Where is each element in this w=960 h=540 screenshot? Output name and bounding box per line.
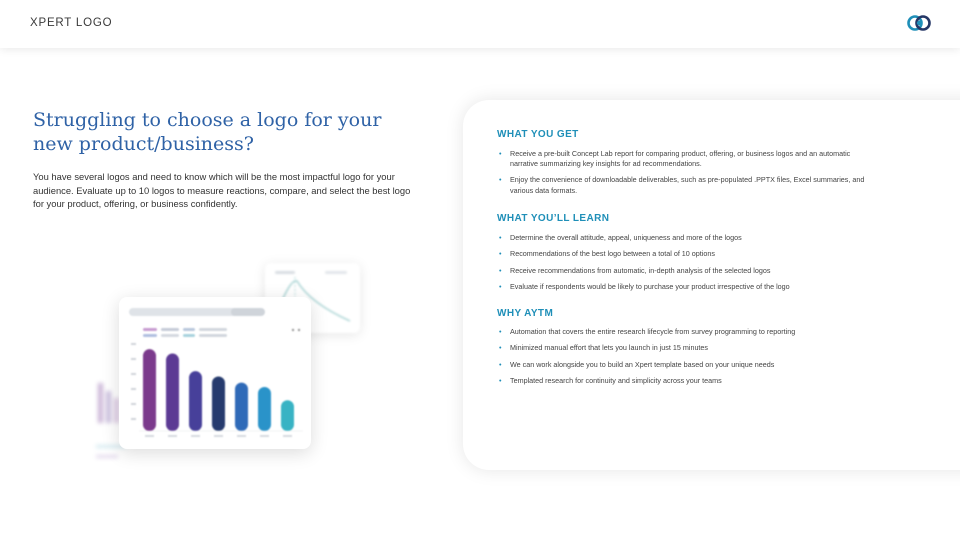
why-aytm-title: WHY AYTM — [497, 308, 554, 319]
illustration-bar-label — [168, 435, 177, 437]
illustration-bar — [281, 400, 294, 431]
brand-title: XPERT LOGO — [30, 17, 113, 29]
hero-title: Struggling to choose a logo for your new product/business? — [33, 109, 382, 155]
illustration-bar-label — [283, 435, 292, 437]
what-you-learn-list — [497, 233, 877, 292]
list-item: • Evaluate if respondents would be likely to purchase your product irrespective of the logo — [497, 282, 877, 292]
illustration-bar — [235, 383, 248, 431]
illustration-bar-label — [191, 435, 200, 437]
illustration-bar-label — [214, 435, 223, 437]
list-item: • Determine the overall attitude, appeal, uniqueness and more of the logos — [497, 233, 877, 243]
list-item: • Receive a pre-built Concept Lab report for comparing product, offering, or business logos and an automatic narrative summarizing key insights for ad recommendations. — [497, 149, 877, 169]
illustration-bar-label — [145, 435, 154, 437]
list-item: • We can work alongside you to build an Xpert template based on your unique needs — [497, 360, 877, 370]
illustration-bar — [189, 371, 202, 431]
why-aytm-list — [497, 327, 877, 386]
illustration-bar — [166, 354, 179, 431]
bar-chart-preview-card — [119, 297, 311, 449]
what-you-learn-title: WHAT YOU’LL LEARN — [497, 213, 610, 224]
list-item: • Minimized manual effort that lets you launch in just 15 minutes — [497, 343, 877, 353]
top-bar — [0, 0, 960, 48]
what-you-get-title: WHAT YOU GET — [497, 129, 579, 140]
what-you-get-list — [497, 149, 877, 196]
illustration-bar-label — [260, 435, 269, 437]
list-item: • Recommendations of the best logo between a total of 10 options — [497, 249, 877, 259]
illustration-bar — [143, 349, 156, 431]
list-item: • Receive recommendations from automatic, in-depth analysis of the selected logos — [497, 266, 877, 276]
illustration-bar — [258, 387, 271, 431]
xpert-logo-icon — [906, 12, 932, 34]
illustration-bar — [212, 376, 225, 431]
list-item: • Enjoy the convenience of downloadable deliverables, such as pre-populated .PPTX files, Excel summaries, and various data formats. — [497, 175, 877, 195]
list-item: • Templated research for continuity and simplicity across your teams — [497, 376, 877, 386]
info-card — [463, 100, 960, 470]
hero-description: You have several logos and need to know which will be the most impactful logo for your audience. Evaluate up to 10 logos to measure reactions, compare, and select the best logo for your product, offering, or business confidently. — [33, 171, 411, 210]
illustration-bar-label — [237, 435, 246, 437]
list-item: • Automation that covers the entire research lifecycle from survey programming to reporting — [497, 327, 877, 337]
